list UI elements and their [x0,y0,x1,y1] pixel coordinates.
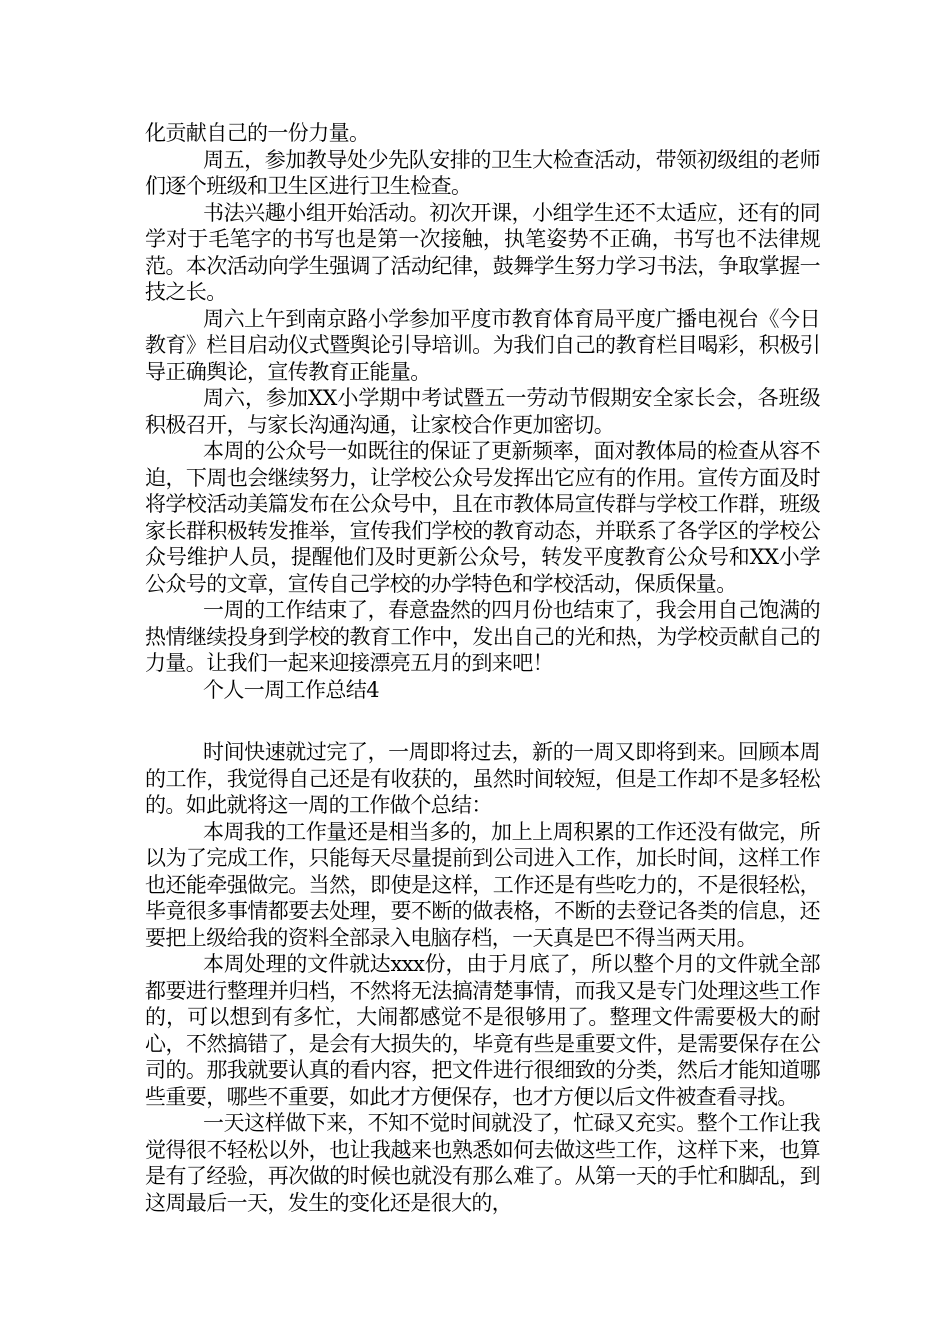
continuation-paragraph: 化贡献自己的一份力量。 [145,121,370,145]
paragraph-workload: 本周我的工作量还是相当多的，加上上周积累的工作还没有做完，所以为了完成工作，只能每天尽量提前到公司进入工作，加长时间，这样工作也还能牵强做完。当然，即使是这样，工作还是有些吃力的，不是很轻松，毕竟很多事情都要去处理，要不断的做表格，不断的去登记各类的信息，还要把上级给我的资料全部录入电脑存档，一天真是巴不得当两天用。 [145,819,820,950]
paragraph-friday-hygiene: 周五，参加教导处少先队安排的卫生大检查活动，带领初级组的老师们逐个班级和卫生区进行卫生检查。 [145,147,820,198]
paragraph-intro: 时间快速就过完了，一周即将过去，新的一周又即将到来。回顾本周的工作，我觉得自己还是有收获的，虽然时间较短，但是工作却不是多轻松的。如此就将这一周的工作做个总结： [145,740,820,817]
paragraph-documents: 本周处理的文件就达xxx份，由于月底了，所以整个月的文件就全部都要进行整理并归档，不然将无法搞清楚事情，而我又是专门处理这些工作的，可以想到有多忙，大闹都感觉不是很够用了。整理文件需要极大的耐心，不然搞错了，是会有大损失的，毕竟有些是重要文件，是需要保存在公司的。那我就要认真的看内容，把文件进行很细致的分类，然后才能知道哪些重要，哪些不重要，如此才方便保存，也才方便以后文件被查看寻找。 [145,952,820,1109]
document-page [145,120,820,1216]
paragraph-public-account: 本周的公众号一如既往的保证了更新频率，面对教体局的检查从容不迫，下周也会继续努力，让学校公众号发挥出它应有的作用。宣传方面及时将学校活动美篇发布在公众号中，且在市教体局宣传群与学校工作群，班级家长群积极转发推举，宣传我们学校的教育动态，并联系了各学区的学校公众号维护人员，提醒他们及时更新公众号，转发平度教育公众号和XX小学公众号的文章，宣传自己学校的办学特色和学校活动，保质保量。 [145,439,820,596]
paragraph-day-summary: 一天这样做下来，不知不觉时间就没了，忙碌又充实。整个工作让我觉得很不轻松以外，也让我越来也熟悉如何去做这些工作，这样下来，也算是有了经验，再次做的时候也就没有那么难了。从第一天的手忙和脚乱，到这周最后一天，发生的变化还是很大的， [145,1111,820,1215]
paragraph-saturday-training: 周六上午到南京路小学参加平度市教育体育局平度广播电视台《今日教育》栏目启动仪式暨舆论引导培训。为我们自己的教育栏目喝彩，积极引导正确舆论，宣传教育正能量。 [145,306,820,384]
section-heading: 个人一周工作总结4 [203,677,379,702]
paragraph-week-conclusion: 一周的工作结束了，春意盎然的四月份也结束了，我会用自己饱满的热情继续投身到学校的教育工作中，发出自己的光和热，为学校贡献自己的力量。让我们一起来迎接漂亮五月的到来吧！ [145,598,820,675]
paragraph-calligraphy: 书法兴趣小组开始活动。初次开课，小组学生还不太适应，还有的同学对于毛笔字的书写也是第一次接触，执笔姿势不正确，书写也不法律规范。本次活动向学生强调了活动纪律，鼓舞学生努力学习书法，争取掌握一技之长。 [145,200,820,304]
blank-line [145,703,820,739]
paragraph-parent-meeting: 周六，参加XX小学期中考试暨五一劳动节假期安全家长会，各班级积极召开，与家长沟通沟通，让家校合作更加密切。 [145,386,820,437]
